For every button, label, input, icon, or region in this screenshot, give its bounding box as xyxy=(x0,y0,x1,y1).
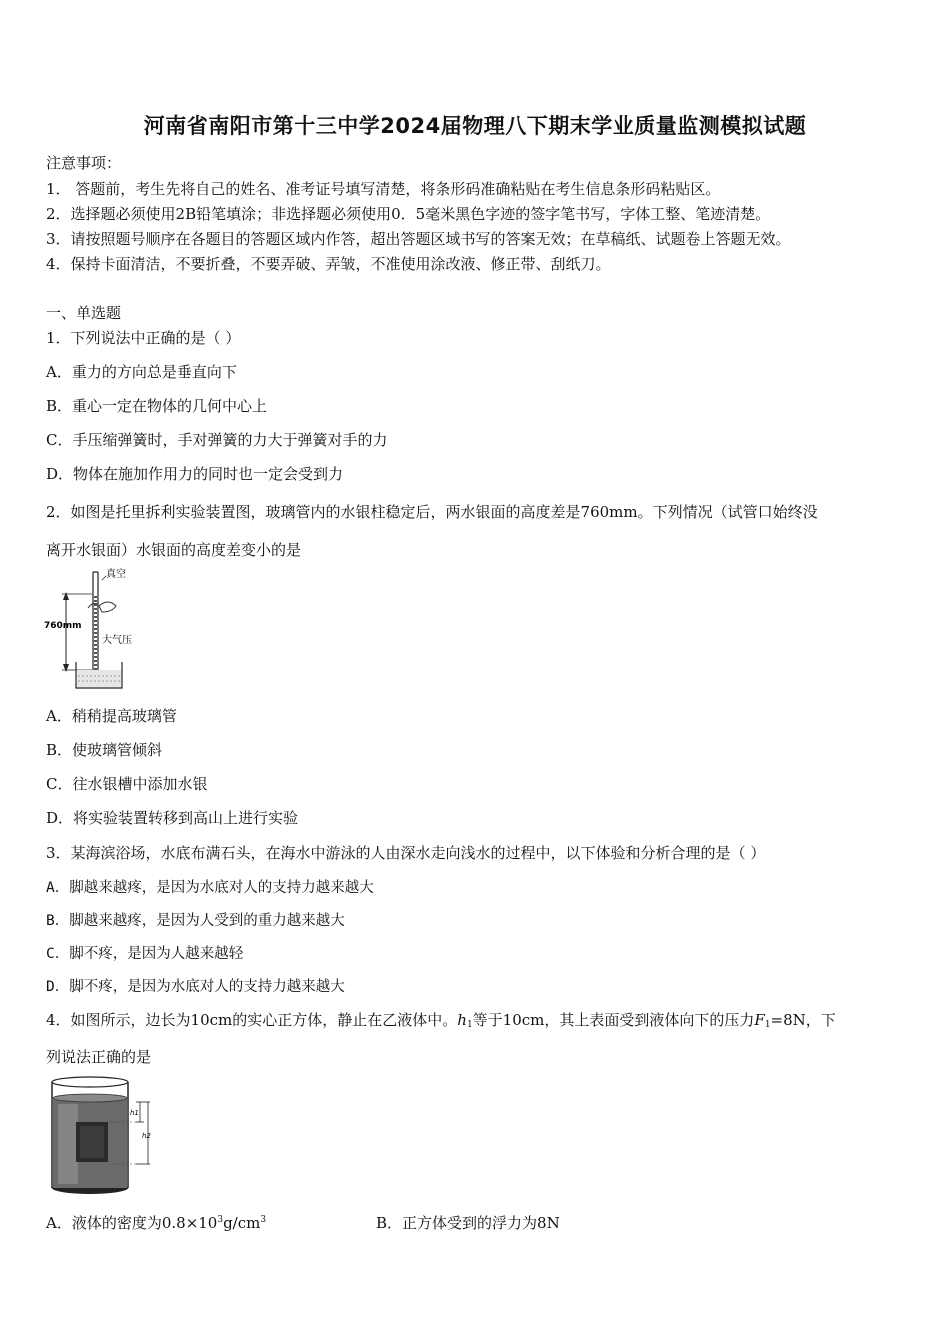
question-2-option-d: D．将实验装置转移到高山上进行实验 xyxy=(46,809,299,827)
page-title: 河南省南阳市第十三中学2024届物理八下期末学业质量监测模拟试题 xyxy=(143,114,807,138)
question-3-option-b: B．脚越来越疼，是因为人受到的重力越来越大 xyxy=(46,913,345,929)
question-3-option-a: A．脚越来越疼，是因为水底对人的支持力越来越大 xyxy=(46,880,374,896)
question-2-option-b: B．使玻璃管倾斜 xyxy=(46,741,163,759)
notice-item: 4．保持卡面清洁，不要折叠，不要弄破、弄皱，不准使用涂改液、修正带、刮纸刀。 xyxy=(46,255,611,273)
question-4-option-b: B．正方体受到的浮力为8N xyxy=(376,1214,560,1232)
label-760mm: 760mm xyxy=(44,621,82,631)
notice-heading: 注意事项： xyxy=(46,154,122,172)
label-vacuum: 真空 xyxy=(106,569,126,580)
notice-item: 2．选择题必须使用2B铅笔填涂；非选择题必须使用0．5毫米黑色字迹的签字笔书写，字体工整、笔迹清楚。 xyxy=(46,205,771,223)
label-h2: h2 xyxy=(142,1132,151,1140)
question-3-stem: 3．某海滨浴场，水底布满石头，在海水中游泳的人由深水走向浅水的过程中，以下体验和分析合理的是（ ） xyxy=(46,844,766,862)
section-heading: 一、单选题 xyxy=(46,304,122,322)
question-1-option-a: A．重力的方向总是垂直向下 xyxy=(46,363,237,381)
notice-item: 1． 答题前，考生先将自己的姓名、准考证号填写清楚，将条形码准确粘贴在考生信息条形码粘贴区。 xyxy=(46,180,721,198)
question-2-option-a: A．稍稍提高玻璃管 xyxy=(46,707,177,725)
question-3-option-c: C．脚不疼，是因为人越来越轻 xyxy=(46,946,244,962)
question-2-option-c: C．往水银槽中添加水银 xyxy=(46,775,208,793)
label-h1: h1 xyxy=(130,1109,139,1117)
question-2-stem-line2: 离开水银面）水银面的高度差变小的是 xyxy=(46,541,302,559)
notice-item: 3．请按照题号顺序在各题目的答题区域内作答，超出答题区域书写的答案无效；在草稿纸、试题卷上答题无效。 xyxy=(46,230,791,248)
question-1-option-b: B．重心一定在物体的几何中心上 xyxy=(46,397,268,415)
question-1-stem: 1．下列说法中正确的是（ ） xyxy=(46,329,241,347)
question-4-stem-line2: 列说法正确的是 xyxy=(46,1048,152,1066)
question-1-option-d: D．物体在施加作用力的同时也一定会受到力 xyxy=(46,465,344,483)
question-2-stem-line1: 2．如图是托里拆利实验装置图，玻璃管内的水银柱稳定后，两水银面的高度差是760mm。下列情况（试管口始终没 xyxy=(46,503,818,521)
question-3-option-d: D．脚不疼，是因为水底对人的支持力越来越大 xyxy=(46,979,345,995)
question-1-option-c: C．手压缩弹簧时，手对弹簧的力大于弹簧对手的力 xyxy=(46,431,388,449)
torricelli-figure xyxy=(44,566,142,690)
beaker-cube-figure xyxy=(44,1074,160,1200)
label-atmosphere: 大气压 xyxy=(102,635,132,646)
question-4-option-a: A．液体的密度为$0.8\times 10^3g/cm^3$ xyxy=(46,1214,267,1232)
question-4-stem-line1: 4．如图所示，边长为10cm的实心正方体，静止在乙液体中。$h_1$等于10cm，其上表面受到液体向下的压力$F_1=8N$，下 xyxy=(46,1011,836,1030)
